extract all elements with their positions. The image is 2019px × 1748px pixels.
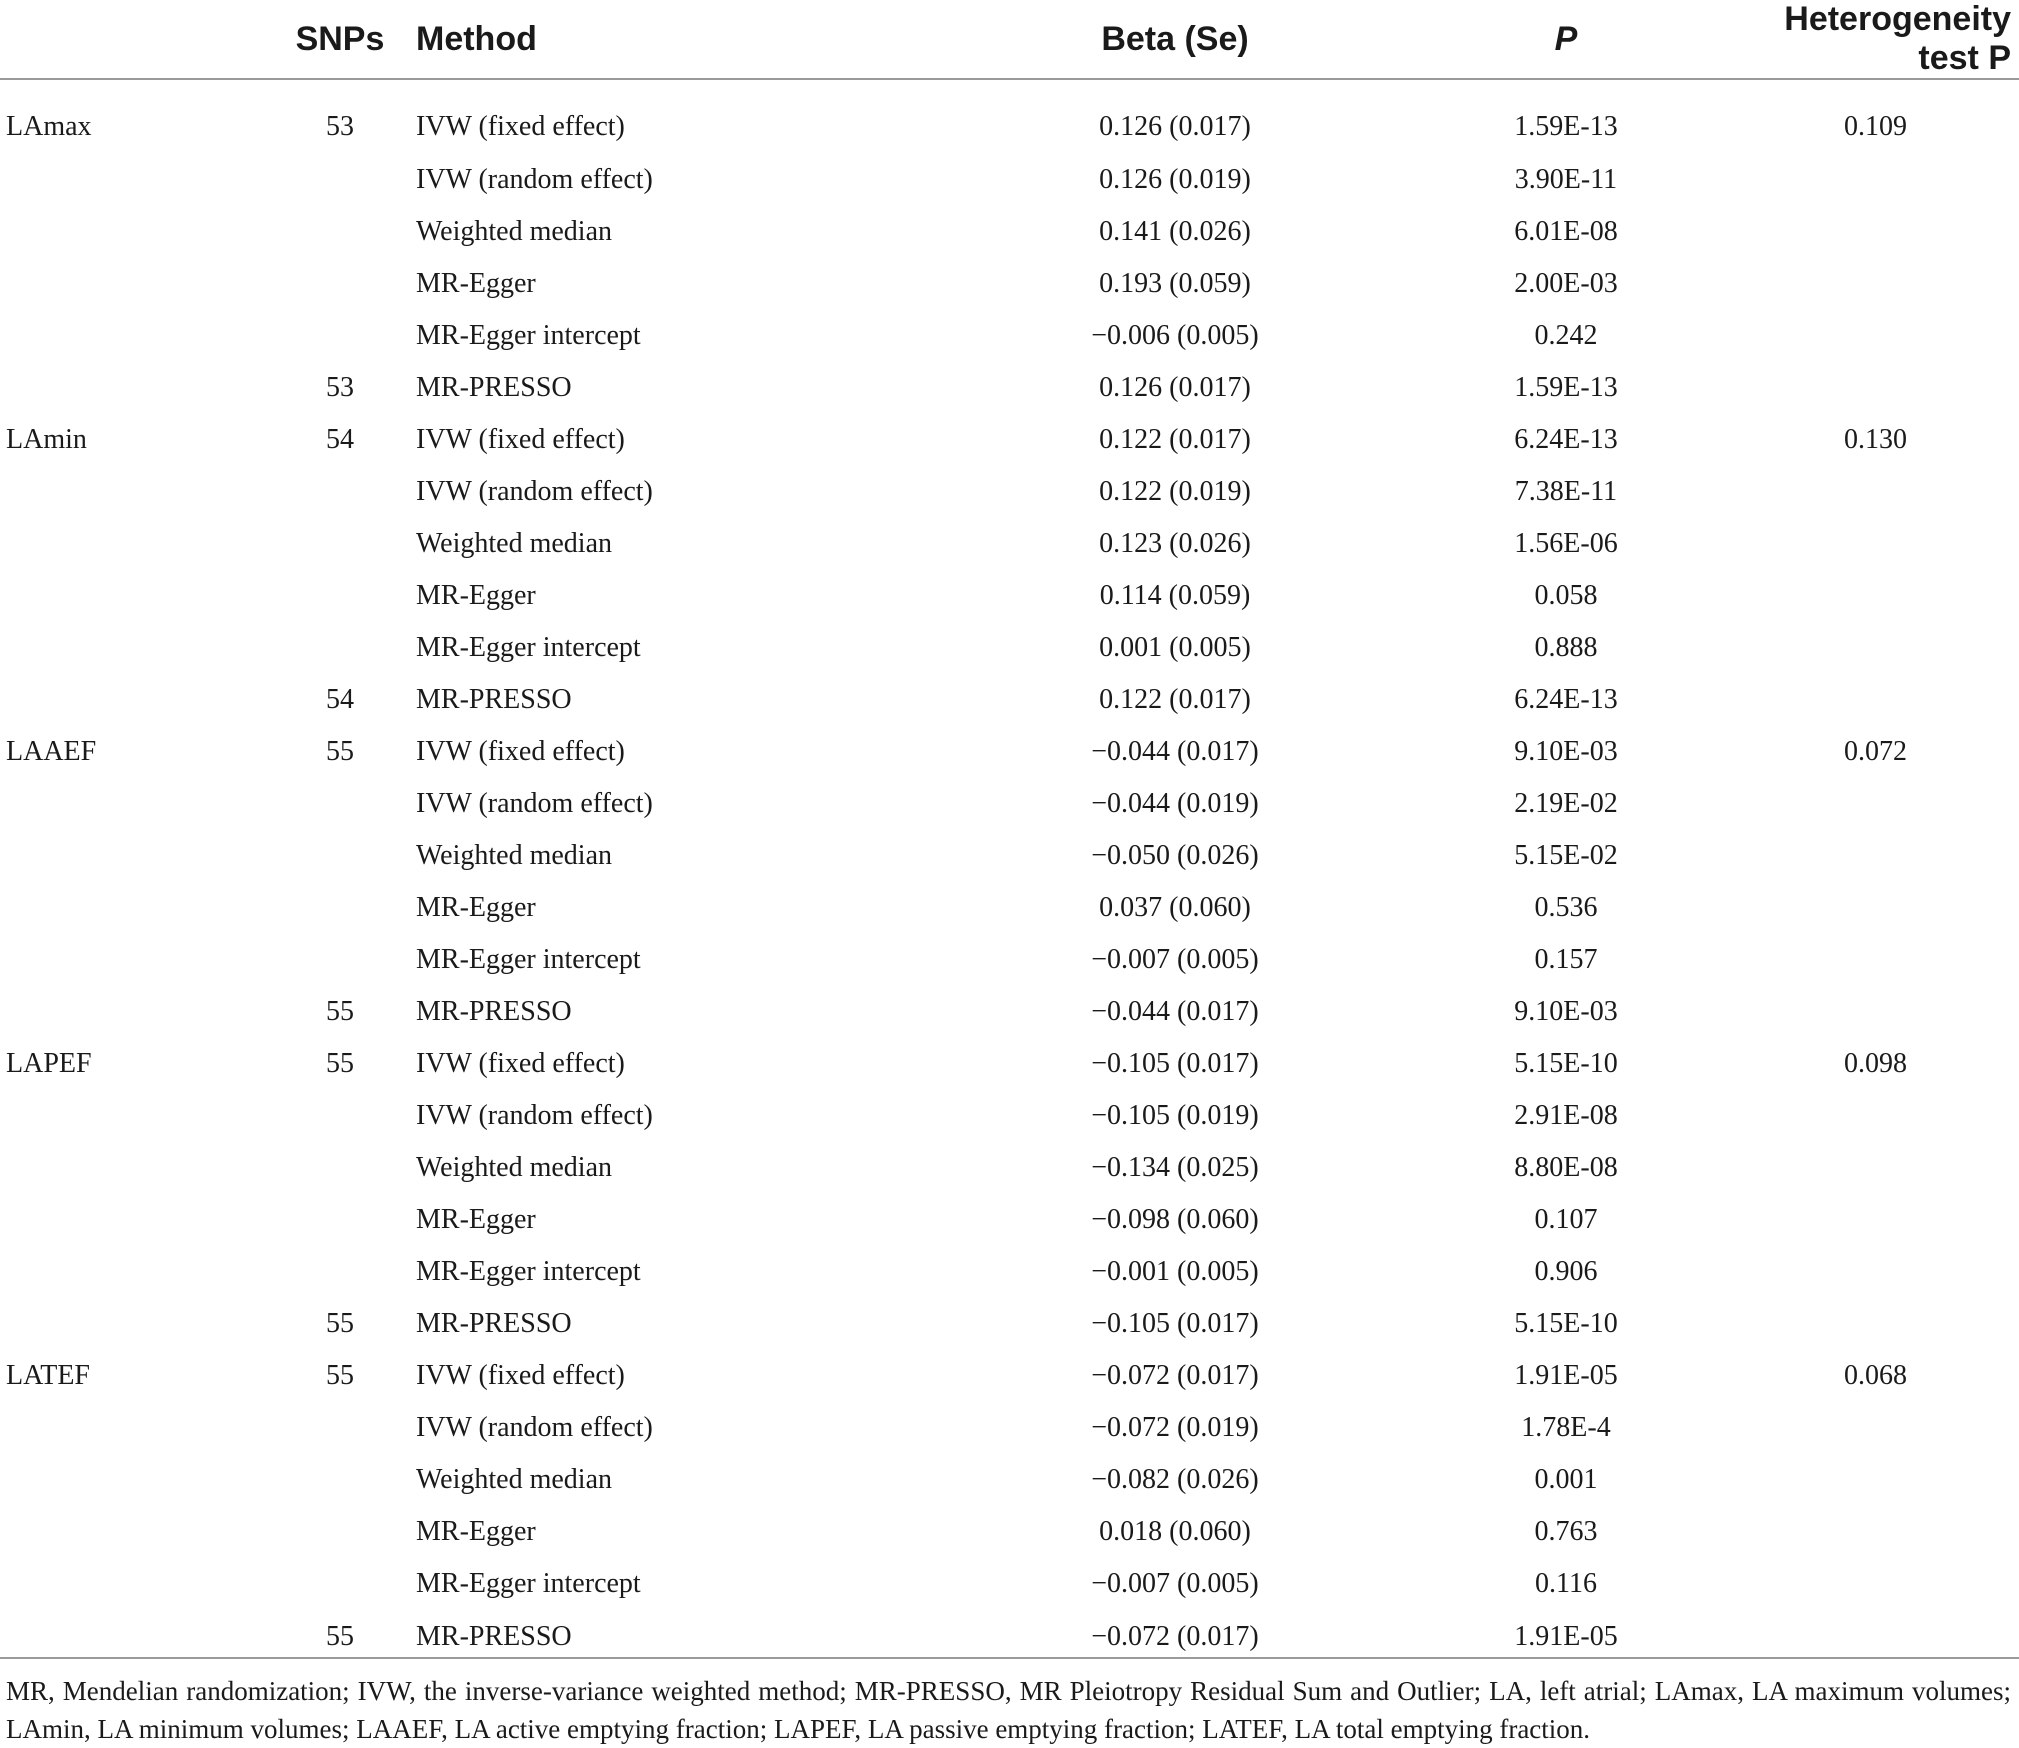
cell-heterogeneity	[1732, 206, 2019, 258]
table-row	[0, 1090, 2019, 1142]
header-p: P	[1400, 0, 1732, 79]
table-row	[0, 362, 2019, 414]
cell-method: IVW (random effect)	[416, 788, 653, 819]
cell-heterogeneity	[1732, 1090, 2019, 1142]
cell-snps	[290, 570, 390, 622]
cell-trait	[0, 466, 290, 518]
cell-beta: 0.141 (0.026)	[1099, 216, 1251, 247]
table-row	[0, 1610, 2019, 1664]
cell-trait	[0, 622, 290, 674]
cell-snps: 53	[326, 111, 354, 142]
cell-snps	[290, 1506, 390, 1558]
cell-beta: −0.098 (0.060)	[1091, 1204, 1259, 1235]
cell-p: 5.15E-10	[1514, 1048, 1618, 1079]
cell-snps	[290, 778, 390, 830]
cell-p: 2.91E-08	[1514, 1100, 1618, 1131]
cell-method: Weighted median	[416, 528, 613, 559]
cell-trait	[0, 154, 290, 206]
table-row	[0, 79, 2019, 154]
table-row	[0, 778, 2019, 830]
cell-snps	[290, 518, 390, 570]
cell-p: 2.00E-03	[1514, 268, 1618, 299]
cell-p: 1.59E-13	[1514, 372, 1618, 403]
cell-method: IVW (fixed effect)	[416, 1048, 625, 1079]
cell-trait	[0, 1610, 290, 1664]
table-row	[0, 414, 2019, 466]
cell-trait	[0, 1454, 290, 1506]
table-row	[0, 518, 2019, 570]
cell-method: IVW (random effect)	[416, 476, 653, 507]
cell-p: 0.536	[1534, 892, 1598, 923]
cell-p: 0.763	[1534, 1516, 1598, 1547]
cell-trait	[0, 1506, 290, 1558]
cell-trait	[0, 206, 290, 258]
cell-p: 1.56E-06	[1514, 528, 1618, 559]
cell-heterogeneity	[1732, 1194, 2019, 1246]
cell-heterogeneity	[1732, 1558, 2019, 1610]
header-trait	[0, 0, 290, 79]
cell-method: MR-Egger	[416, 1516, 536, 1547]
cell-snps	[290, 1090, 390, 1142]
cell-method: Weighted median	[416, 840, 613, 871]
cell-beta: −0.006 (0.005)	[1091, 320, 1259, 351]
cell-method: MR-Egger	[416, 892, 536, 923]
cell-snps: 55	[326, 1048, 354, 1079]
table-row	[0, 674, 2019, 726]
cell-heterogeneity	[1732, 986, 2019, 1038]
cell-heterogeneity	[1732, 1246, 2019, 1298]
cell-beta: −0.134 (0.025)	[1091, 1152, 1259, 1183]
table-row	[0, 1142, 2019, 1194]
cell-method: MR-PRESSO	[416, 684, 572, 715]
table-row	[0, 206, 2019, 258]
cell-heterogeneity: 0.068	[1844, 1360, 1907, 1391]
cell-trait	[0, 258, 290, 310]
cell-beta: 0.122 (0.017)	[1099, 684, 1251, 715]
cell-trait: LAmin	[6, 424, 87, 455]
cell-method: MR-Egger intercept	[416, 320, 641, 351]
cell-trait: LATEF	[6, 1360, 90, 1391]
cell-snps	[290, 1194, 390, 1246]
table-body	[0, 79, 2019, 1664]
cell-snps	[290, 622, 390, 674]
table-row	[0, 1558, 2019, 1610]
cell-beta: 0.126 (0.019)	[1099, 164, 1251, 195]
cell-p: 1.91E-05	[1514, 1360, 1618, 1391]
cell-method: MR-Egger intercept	[416, 1256, 641, 1287]
cell-snps: 55	[326, 1360, 354, 1391]
cell-snps: 55	[326, 996, 354, 1027]
cell-trait	[0, 1402, 290, 1454]
cell-snps	[290, 1558, 390, 1610]
cell-p: 9.10E-03	[1514, 996, 1618, 1027]
cell-p: 3.90E-11	[1514, 164, 1618, 195]
cell-method: MR-PRESSO	[416, 996, 572, 1027]
table-row	[0, 154, 2019, 206]
table-row	[0, 258, 2019, 310]
cell-beta: −0.007 (0.005)	[1091, 1568, 1259, 1599]
cell-beta: −0.082 (0.026)	[1091, 1464, 1259, 1495]
cell-method: Weighted median	[416, 1152, 613, 1183]
cell-trait	[0, 1246, 290, 1298]
cell-method: Weighted median	[416, 216, 613, 247]
header-heterogeneity: Heterogeneity test P	[1732, 0, 2019, 79]
cell-trait	[0, 882, 290, 934]
cell-beta: −0.072 (0.017)	[1091, 1621, 1259, 1652]
cell-trait: LAPEF	[6, 1048, 92, 1079]
cell-method: IVW (fixed effect)	[416, 1360, 625, 1391]
footer-divider	[0, 1657, 2019, 1659]
cell-method: MR-Egger	[416, 580, 536, 611]
cell-snps	[290, 882, 390, 934]
table-row	[0, 882, 2019, 934]
table-row	[0, 726, 2019, 778]
table-row	[0, 1194, 2019, 1246]
cell-method: MR-PRESSO	[416, 1621, 572, 1652]
cell-heterogeneity: 0.109	[1844, 111, 1907, 142]
cell-heterogeneity	[1732, 518, 2019, 570]
cell-snps: 53	[326, 372, 354, 403]
cell-heterogeneity	[1732, 830, 2019, 882]
cell-method: MR-PRESSO	[416, 1308, 572, 1339]
cell-p: 0.888	[1534, 632, 1598, 663]
cell-heterogeneity	[1732, 1298, 2019, 1350]
cell-beta: −0.001 (0.005)	[1091, 1256, 1259, 1287]
table-footnote: MR, Mendelian randomization; IVW, the inverse-variance weighted method; MR-PRESSO, MR Pleiotropy Residual Sum and Outlier; LA, left atrial; LAmax, LA maximum volumes; LAmin, LA minimum volumes; LAAEF, LA active emptying fraction; LAPEF, LA passive emptying fraction; LATEF, LA total emptying fraction.	[6, 1676, 2011, 1744]
cell-method: IVW (random effect)	[416, 1100, 653, 1131]
cell-heterogeneity	[1732, 622, 2019, 674]
cell-p: 0.058	[1534, 580, 1598, 611]
cell-heterogeneity	[1732, 154, 2019, 206]
table-row	[0, 1038, 2019, 1090]
cell-snps	[290, 1402, 390, 1454]
header-beta: Beta (Se)	[950, 0, 1400, 79]
cell-beta: 0.114 (0.059)	[1099, 580, 1251, 611]
cell-heterogeneity	[1732, 1610, 2019, 1664]
cell-heterogeneity	[1732, 258, 2019, 310]
cell-method: MR-Egger intercept	[416, 944, 641, 975]
cell-trait	[0, 518, 290, 570]
header-snps: SNPs	[290, 0, 390, 79]
cell-trait	[0, 310, 290, 362]
header-method: Method	[390, 0, 950, 79]
cell-p: 1.78E-4	[1521, 1412, 1611, 1443]
cell-beta: −0.044 (0.017)	[1091, 996, 1259, 1027]
table-header-row	[0, 0, 2019, 79]
cell-p: 6.24E-13	[1514, 684, 1618, 715]
table-row	[0, 1298, 2019, 1350]
cell-heterogeneity	[1732, 674, 2019, 726]
cell-method: MR-Egger intercept	[416, 1568, 641, 1599]
cell-p: 0.242	[1534, 320, 1598, 351]
cell-heterogeneity: 0.098	[1844, 1048, 1907, 1079]
cell-p: 0.001	[1534, 1464, 1598, 1495]
cell-heterogeneity	[1732, 1142, 2019, 1194]
cell-heterogeneity	[1732, 1454, 2019, 1506]
cell-trait	[0, 570, 290, 622]
cell-trait	[0, 1090, 290, 1142]
cell-method: IVW (fixed effect)	[416, 736, 625, 767]
cell-method: IVW (fixed effect)	[416, 111, 625, 142]
cell-method: MR-Egger	[416, 1204, 536, 1235]
table-row	[0, 310, 2019, 362]
cell-trait	[0, 986, 290, 1038]
cell-p: 0.157	[1534, 944, 1598, 975]
cell-method: MR-Egger	[416, 268, 536, 299]
cell-heterogeneity	[1732, 1506, 2019, 1558]
cell-snps: 55	[326, 736, 354, 767]
cell-beta: 0.018 (0.060)	[1099, 1516, 1251, 1547]
cell-method: MR-PRESSO	[416, 372, 572, 403]
cell-trait	[0, 362, 290, 414]
cell-beta: 0.193 (0.059)	[1099, 268, 1251, 299]
cell-method: IVW (random effect)	[416, 164, 653, 195]
table-row	[0, 622, 2019, 674]
cell-beta: 0.122 (0.017)	[1099, 424, 1251, 455]
cell-snps	[290, 1454, 390, 1506]
cell-method: IVW (fixed effect)	[416, 424, 625, 455]
cell-beta: −0.105 (0.017)	[1091, 1048, 1259, 1079]
cell-beta: −0.050 (0.026)	[1091, 840, 1259, 871]
cell-heterogeneity	[1732, 778, 2019, 830]
cell-heterogeneity: 0.130	[1844, 424, 1907, 455]
cell-trait	[0, 674, 290, 726]
cell-p: 1.91E-05	[1514, 1621, 1618, 1652]
cell-p: 0.107	[1534, 1204, 1598, 1235]
cell-trait	[0, 1194, 290, 1246]
cell-snps	[290, 830, 390, 882]
cell-trait	[0, 778, 290, 830]
cell-trait: LAAEF	[6, 736, 97, 767]
cell-snps	[290, 1246, 390, 1298]
cell-trait: LAmax	[6, 111, 92, 142]
cell-p: 0.116	[1535, 1568, 1597, 1599]
table-row	[0, 1246, 2019, 1298]
cell-snps	[290, 466, 390, 518]
cell-p: 0.906	[1534, 1256, 1598, 1287]
cell-heterogeneity	[1732, 570, 2019, 622]
cell-beta: 0.126 (0.017)	[1099, 372, 1251, 403]
cell-trait	[0, 1142, 290, 1194]
cell-p: 5.15E-10	[1514, 1308, 1618, 1339]
cell-heterogeneity	[1732, 310, 2019, 362]
cell-snps	[290, 934, 390, 986]
cell-snps: 55	[326, 1621, 354, 1652]
table-row	[0, 934, 2019, 986]
cell-trait	[0, 1298, 290, 1350]
table-row	[0, 1506, 2019, 1558]
cell-beta: 0.037 (0.060)	[1099, 892, 1251, 923]
cell-snps	[290, 310, 390, 362]
cell-p: 1.59E-13	[1514, 111, 1618, 142]
cell-beta: 0.126 (0.017)	[1099, 111, 1251, 142]
table-row	[0, 830, 2019, 882]
cell-method: Weighted median	[416, 1464, 613, 1495]
cell-beta: 0.122 (0.019)	[1099, 476, 1251, 507]
cell-method: MR-Egger intercept	[416, 632, 641, 663]
cell-beta: −0.072 (0.019)	[1091, 1412, 1259, 1443]
table-row	[0, 1350, 2019, 1402]
cell-beta: −0.105 (0.017)	[1091, 1308, 1259, 1339]
cell-trait	[0, 934, 290, 986]
cell-p: 6.01E-08	[1514, 216, 1618, 247]
cell-snps	[290, 258, 390, 310]
cell-heterogeneity	[1732, 882, 2019, 934]
cell-beta: −0.044 (0.017)	[1091, 736, 1259, 767]
cell-snps: 54	[326, 684, 354, 715]
cell-p: 9.10E-03	[1514, 736, 1618, 767]
cell-heterogeneity: 0.072	[1844, 736, 1907, 767]
table-row	[0, 986, 2019, 1038]
table-row	[0, 466, 2019, 518]
cell-p: 7.38E-11	[1514, 476, 1618, 507]
cell-trait	[0, 830, 290, 882]
cell-beta: −0.007 (0.005)	[1091, 944, 1259, 975]
cell-snps	[290, 1142, 390, 1194]
cell-p: 2.19E-02	[1514, 788, 1618, 819]
table-row	[0, 570, 2019, 622]
cell-snps: 55	[326, 1308, 354, 1339]
cell-p: 8.80E-08	[1514, 1152, 1618, 1183]
cell-heterogeneity	[1732, 362, 2019, 414]
cell-p: 6.24E-13	[1514, 424, 1618, 455]
cell-trait	[0, 1558, 290, 1610]
cell-heterogeneity	[1732, 934, 2019, 986]
cell-snps: 54	[326, 424, 354, 455]
cell-snps	[290, 206, 390, 258]
cell-beta: −0.072 (0.017)	[1091, 1360, 1259, 1391]
cell-heterogeneity	[1732, 466, 2019, 518]
cell-beta: −0.044 (0.019)	[1091, 788, 1259, 819]
cell-heterogeneity	[1732, 1402, 2019, 1454]
cell-method: IVW (random effect)	[416, 1412, 653, 1443]
cell-p: 5.15E-02	[1514, 840, 1618, 871]
cell-beta: 0.001 (0.005)	[1099, 632, 1251, 663]
cell-snps	[290, 154, 390, 206]
table-row	[0, 1402, 2019, 1454]
table-row	[0, 1454, 2019, 1506]
cell-beta: −0.105 (0.019)	[1091, 1100, 1259, 1131]
cell-beta: 0.123 (0.026)	[1099, 528, 1251, 559]
